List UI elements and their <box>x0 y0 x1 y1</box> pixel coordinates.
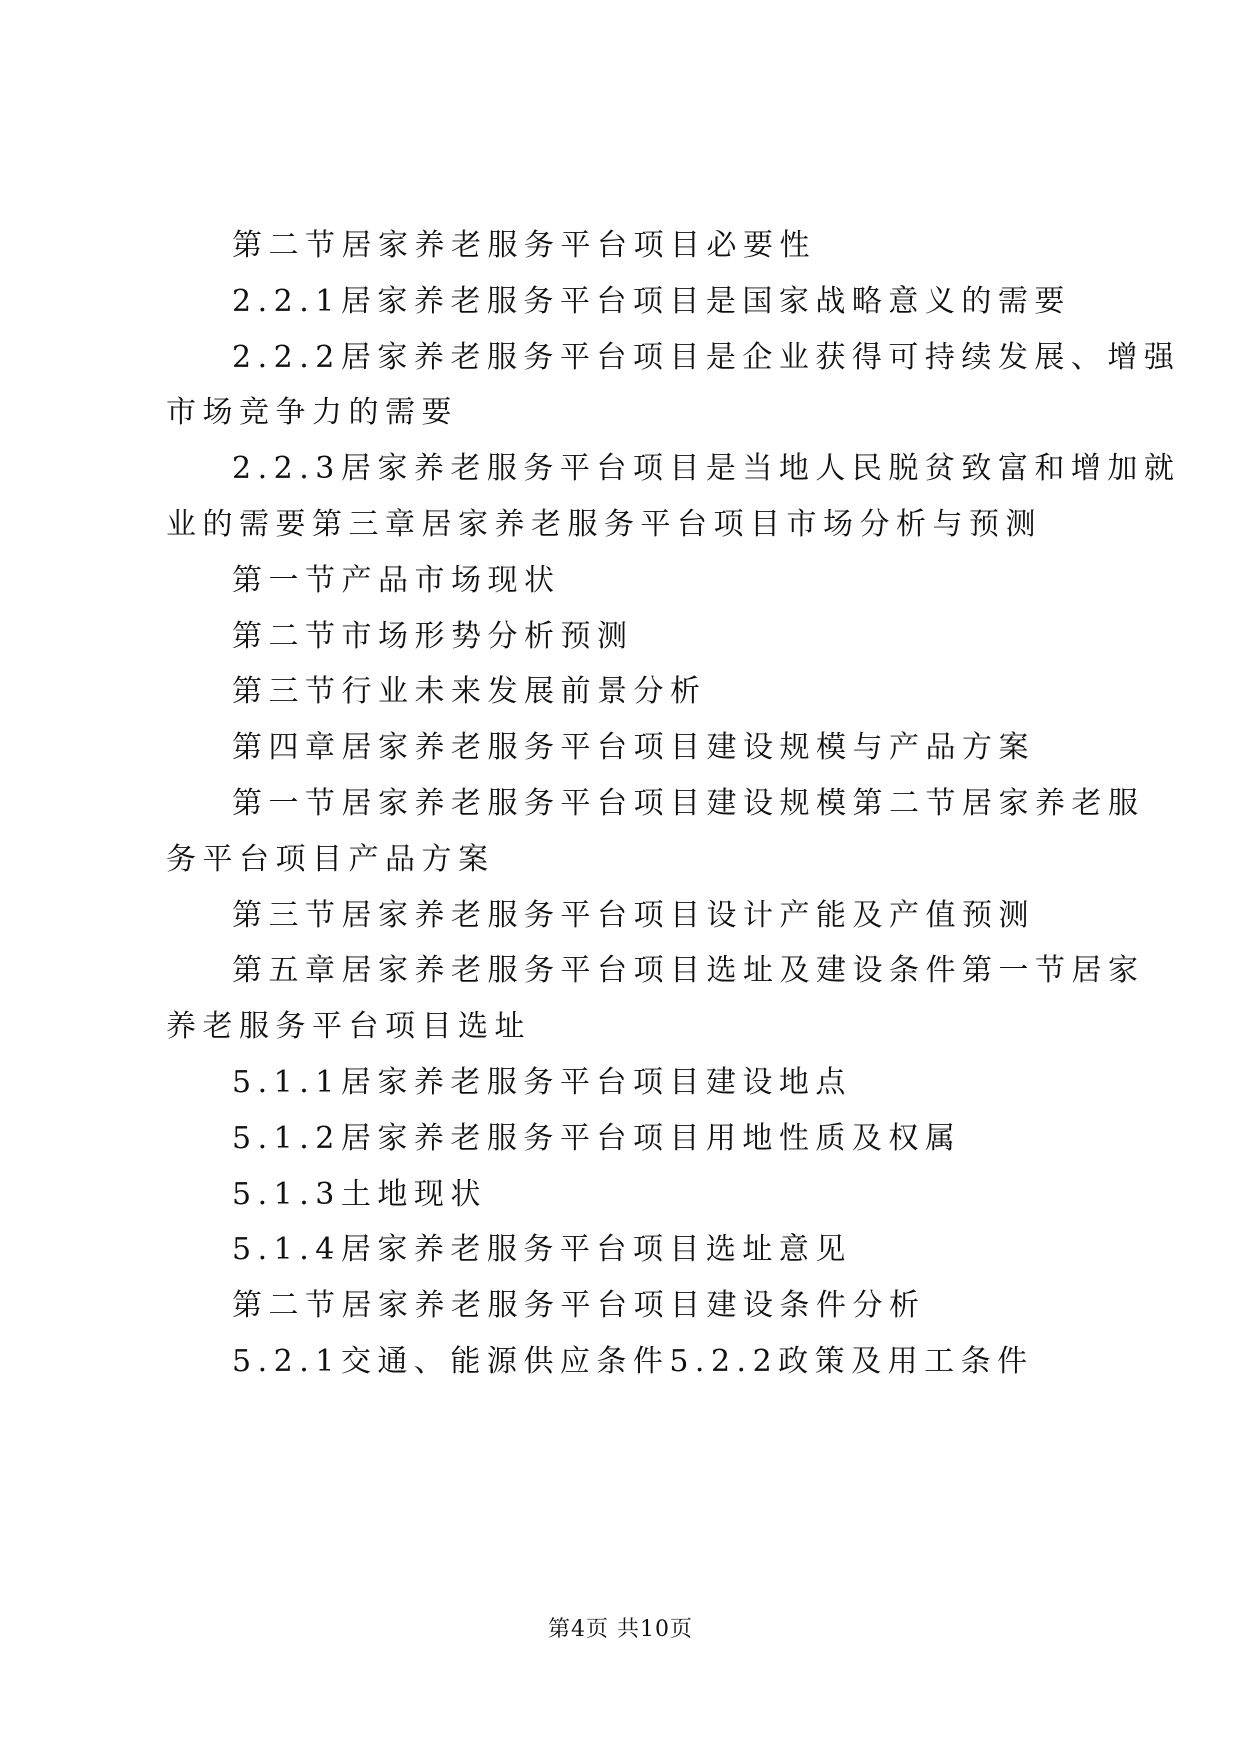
subsection-item: 5.1.4居家养老服务平台项目选址意见 <box>232 1232 852 1267</box>
subsection-item: 5.2.1交通、能源供应条件5.2.2政策及用工条件 <box>232 1344 1034 1379</box>
section-heading: 第一节产品市场现状 <box>232 563 561 598</box>
section-heading: 第三节居家养老服务平台项目设计产能及产值预测 <box>232 898 1035 933</box>
section-heading: 第一节居家养老服务平台项目建设规模第二节居家养老服 <box>232 786 1145 821</box>
section-heading: 第三节行业未来发展前景分析 <box>232 674 707 709</box>
chapter-heading: 第五章居家养老服务平台项目选址及建设条件第一节居家 <box>232 953 1145 988</box>
subsection-item-continued: 业的需要第三章居家养老服务平台项目市场分析与预测 <box>166 507 1042 542</box>
page-number-footer: 第4页 共10页 <box>548 1617 693 1642</box>
chapter-heading-continued: 养老服务平台项目选址 <box>166 1009 531 1044</box>
section-heading: 第二节居家养老服务平台项目建设条件分析 <box>232 1288 926 1323</box>
subsection-item: 5.1.2居家养老服务平台项目用地性质及权属 <box>232 1121 962 1156</box>
section-heading: 第二节居家养老服务平台项目必要性 <box>232 228 816 263</box>
section-heading: 第二节市场形势分析预测 <box>232 619 634 654</box>
subsection-item: 5.1.3土地现状 <box>232 1177 487 1212</box>
subsection-item: 2.2.2居家养老服务平台项目是企业获得可持续发展、增强 <box>232 340 1181 375</box>
subsection-item: 2.2.3居家养老服务平台项目是当地人民脱贫致富和增加就 <box>232 451 1181 486</box>
subsection-item: 2.2.1居家养老服务平台项目是国家战略意义的需要 <box>232 284 1071 319</box>
chapter-heading: 第四章居家养老服务平台项目建设规模与产品方案 <box>232 730 1035 765</box>
subsection-item: 5.1.1居家养老服务平台项目建设地点 <box>232 1065 852 1100</box>
section-heading-continued: 务平台项目产品方案 <box>166 842 495 877</box>
subsection-item-continued: 市场竞争力的需要 <box>166 395 458 430</box>
